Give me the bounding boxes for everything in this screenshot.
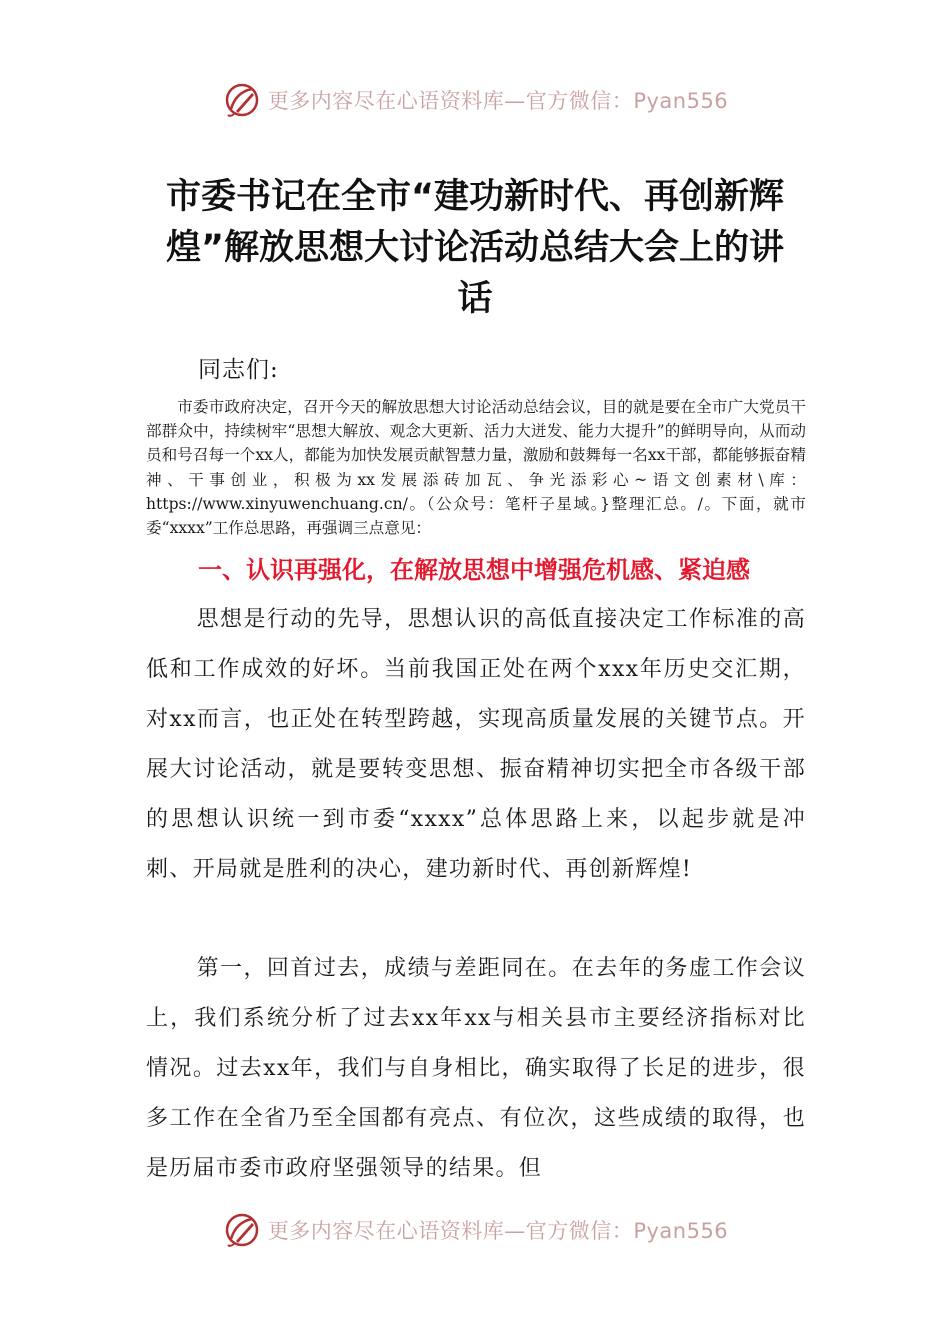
banner-text: 更多内容尽在心语资料库—官方微信：Pyan556 [267,89,729,113]
header-watermark-banner [0,78,950,122]
pen-logo-icon [222,1210,262,1250]
footer-watermark-banner [0,1208,950,1252]
wechat-id: Pyan556 [633,1219,729,1243]
banner-text: 更多内容尽在心语资料库—官方微信：Pyan556 [267,1219,729,1243]
body-paragraph-1: 思想是行动的先导，思想认识的高低直接决定工作标准的高低和工作成效的好坏。当前我国正处在两个xxx年历史交汇期，对xx而言，也正处在转型跨越，实现高质量发展的关键节点。开展大讨论活动，就是要转变思想、振奋精神切实把全市各级干部的思想认识统一到市委“xxxx”总体思路上来，以起步就是冲刺、开局就是胜利的决心，建功新时代、再创新辉煌! [146,607,806,882]
wechat-id: Pyan556 [633,89,729,113]
body-paragraph-2: 第一，回首过去，成绩与差距同在。在去年的务虚工作会议上，我们系统分析了过去xx年xx与相关县市主要经济指标对比情况。过去xx年，我们与自身相比，确实取得了长足的进步，很多工作在全省乃至全国都有亮点、有位次，这些成绩的取得，也是历届市委市政府坚强领导的结果。但 [146,956,806,1181]
pen-logo-icon [222,80,262,120]
document-title: 市委书记在全市“建功新时代、再创新辉煌”解放思想大讨论活动总结大会上的讲话 [165,177,784,319]
greeting: 同志们: [198,357,279,383]
section-heading-1: 一、认识再强化，在解放思想中增强危机感、紧迫感 [198,556,750,584]
intro-paragraph: 市委市政府决定，召开今天的解放思想大讨论活动总结会议，目的就是要在全市广大党员干部群众中，持续树牢“思想大解放、观念大更新、活力大迸发、能力大提升”的鲜明导向，从而动员和号召每一个xx人，都能为加快发展贡献智慧力量，激励和鼓舞每一名xx干部，都能够振奋精神、干事创业，积极为xx发展添砖加瓦、争光添彩心~语文创素材\库：https://www.xinyuwenchuang.cn/。（公众号：笔杆子星域。}整理汇总。/。下面，就市委“xxxx”工作总思路，再强调三点意见： [146,398,806,538]
